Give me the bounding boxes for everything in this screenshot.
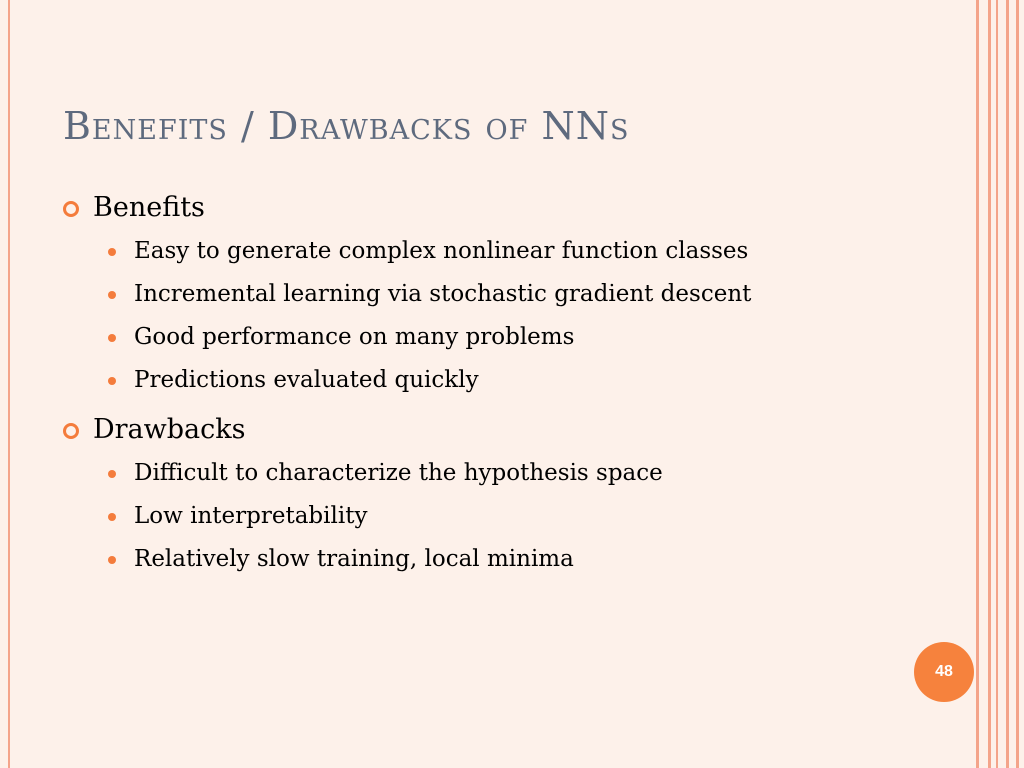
page-number-badge: 48 bbox=[914, 642, 974, 702]
section-heading-text: Benefits bbox=[93, 192, 205, 223]
dot-bullet-icon bbox=[108, 470, 116, 478]
list-item-text: Relatively slow training, local minima bbox=[134, 546, 574, 572]
dot-bullet-icon bbox=[108, 334, 116, 342]
section-benefits bbox=[62, 188, 952, 402]
list-item-text: Difficult to characterize the hypothesis space bbox=[134, 460, 663, 486]
bullet-list bbox=[62, 452, 952, 581]
slide-content bbox=[62, 188, 952, 589]
list-item bbox=[62, 359, 952, 402]
right-stripe bbox=[976, 0, 979, 768]
slide-title: Benefits / Drawbacks of NNs bbox=[63, 104, 630, 148]
left-decorative-stripe bbox=[8, 0, 10, 768]
right-stripe bbox=[1006, 0, 1009, 768]
list-item-text: Incremental learning via stochastic gradient descent bbox=[134, 281, 752, 307]
ring-bullet-icon bbox=[63, 201, 79, 217]
list-item bbox=[62, 538, 952, 581]
ring-bullet-icon bbox=[63, 423, 79, 439]
list-item bbox=[62, 230, 952, 273]
dot-bullet-icon bbox=[108, 513, 116, 521]
right-stripe bbox=[988, 0, 991, 768]
list-item-text: Predictions evaluated quickly bbox=[134, 367, 479, 393]
dot-bullet-icon bbox=[108, 377, 116, 385]
dot-bullet-icon bbox=[108, 556, 116, 564]
list-item bbox=[62, 316, 952, 359]
list-item bbox=[62, 495, 952, 538]
list-item bbox=[62, 273, 952, 316]
list-item-text: Low interpretability bbox=[134, 503, 368, 529]
list-item-text: Good performance on many problems bbox=[134, 324, 575, 350]
section-drawbacks bbox=[62, 410, 952, 581]
list-item bbox=[62, 452, 952, 495]
right-stripe bbox=[996, 0, 998, 768]
section-heading bbox=[62, 410, 952, 450]
right-stripe bbox=[1016, 0, 1019, 768]
dot-bullet-icon bbox=[108, 248, 116, 256]
list-item-text: Easy to generate complex nonlinear function classes bbox=[134, 238, 749, 264]
section-heading bbox=[62, 188, 952, 228]
bullet-list bbox=[62, 230, 952, 402]
section-heading-text: Drawbacks bbox=[93, 414, 246, 445]
dot-bullet-icon bbox=[108, 291, 116, 299]
